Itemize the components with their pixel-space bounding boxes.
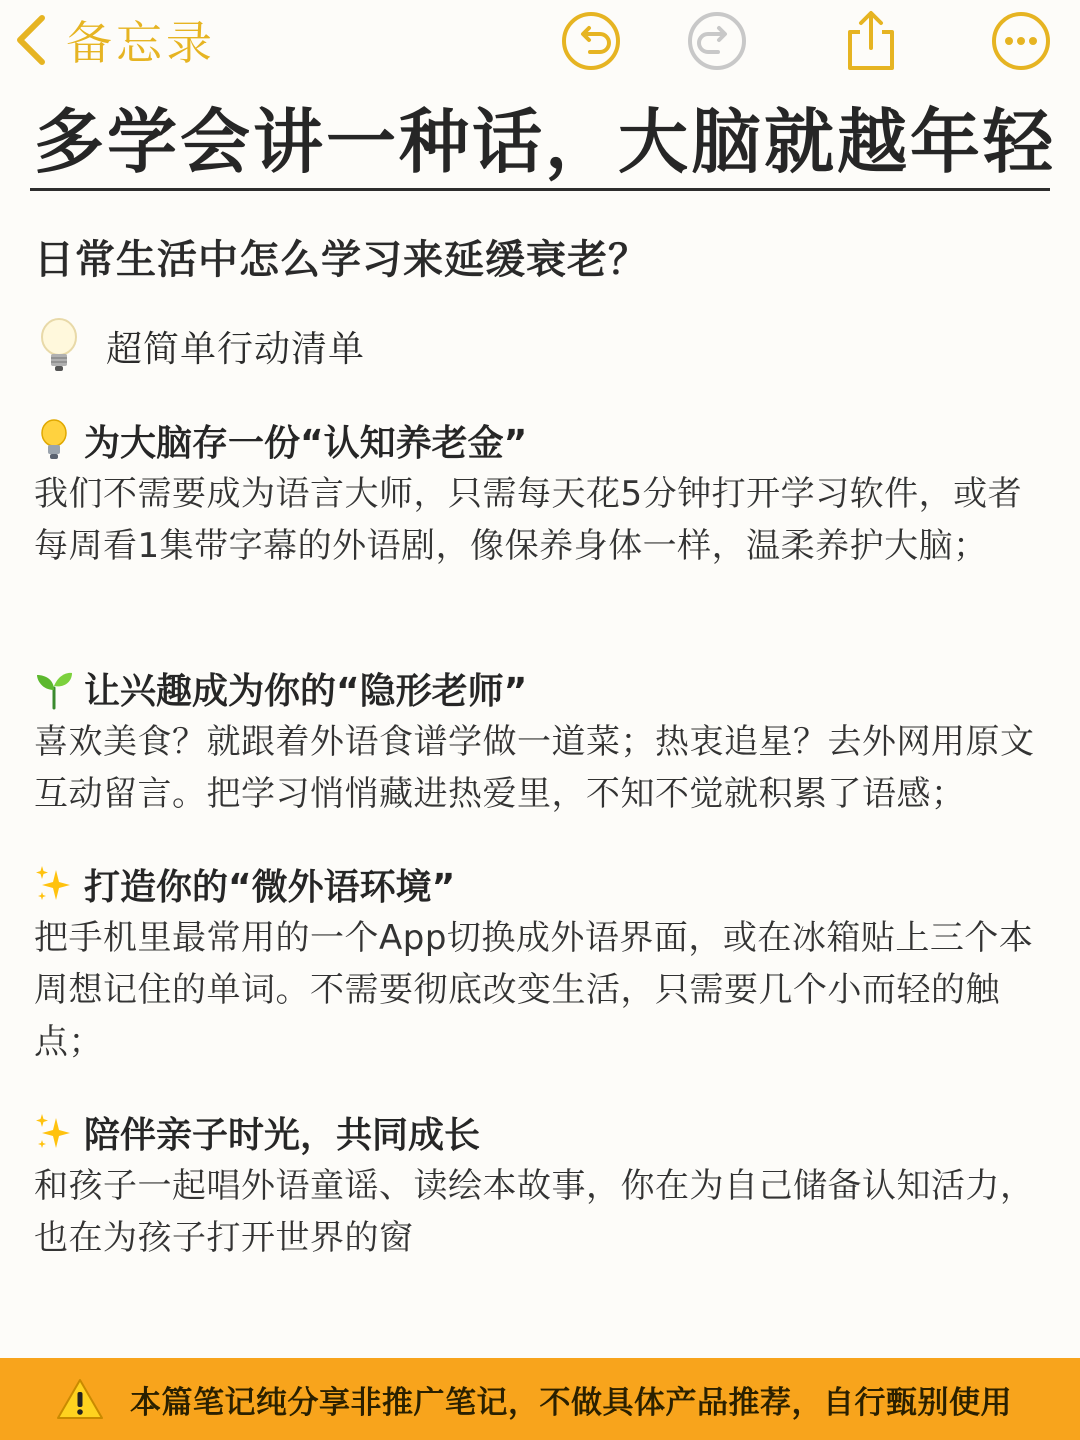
- sparkles-icon: [34, 862, 74, 906]
- section-parent-child: [34, 1106, 1044, 1264]
- section-body: 和孩子一起唱外语童谣、读绘本故事，你在为自己储备认知活力，也在为孩子打开世界的窗: [34, 1166, 1035, 1258]
- back-button[interactable]: [12, 8, 216, 72]
- section-interest-teacher: [34, 662, 1044, 820]
- more-icon: [990, 10, 1052, 72]
- section-heading-text: 打造你的“微外语环境”: [84, 866, 456, 908]
- more-button[interactable]: [990, 10, 1052, 72]
- section-body: 把手机里最常用的一个App切换成外语界面，或在冰箱贴上三个本周想记住的单词。不需要彻底改变生活，只需要几个小而轻的触点；: [34, 918, 1034, 1062]
- section-heading: [34, 662, 1044, 714]
- redo-icon: [686, 10, 748, 72]
- section-heading: [34, 858, 1044, 910]
- section-heading-text: 让兴趣成为你的“隐形老师”: [84, 670, 528, 712]
- lightbulb-icon: [34, 418, 74, 462]
- title-divider: [30, 188, 1050, 191]
- chevron-left-icon: [12, 12, 52, 68]
- seedling-icon: [34, 666, 74, 710]
- undo-icon: [560, 10, 622, 72]
- checklist-header: [34, 316, 365, 376]
- undo-button[interactable]: [560, 10, 622, 72]
- section-heading: [34, 1106, 1044, 1158]
- lightbulb-icon: [34, 316, 84, 376]
- warning-icon: [56, 1377, 104, 1421]
- section-heading-text: 陪伴亲子时光，共同成长: [84, 1114, 481, 1156]
- share-icon: [840, 10, 902, 72]
- note-subtitle: 日常生活中怎么学习来延缓衰老？: [34, 237, 649, 283]
- note-title: 多学会讲一种话，大脑就越年轻: [34, 101, 1056, 183]
- sparkles-icon: [34, 1110, 74, 1154]
- redo-button[interactable]: [686, 10, 748, 72]
- checklist-label: 超简单行动清单: [106, 328, 366, 370]
- section-body: 喜欢美食？就跟着外语食谱学做一道菜；热衷追星？去外网用原文互动留言。把学习悄悄藏进热爱里，不知不觉就积累了语感；: [34, 722, 1035, 814]
- disclaimer-text: 本篇笔记纯分享非推广笔记，不做具体产品推荐，自行甄别使用: [130, 1384, 1012, 1421]
- back-label: 备忘录: [66, 16, 216, 70]
- section-cognitive-pension: [34, 414, 1044, 572]
- section-micro-environment: [34, 858, 1044, 1068]
- section-heading-text: 为大脑存一份“认知养老金”: [84, 422, 528, 464]
- disclaimer-banner: [0, 1358, 1080, 1440]
- navigation-bar: [0, 0, 1080, 84]
- section-body: 我们不需要成为语言大师，只需每天花5分钟打开学习软件，或者每周看1集带字幕的外语剧，像保养身体一样，温柔养护大脑；: [34, 474, 1023, 566]
- share-button[interactable]: [840, 10, 902, 72]
- section-heading: [34, 414, 1044, 466]
